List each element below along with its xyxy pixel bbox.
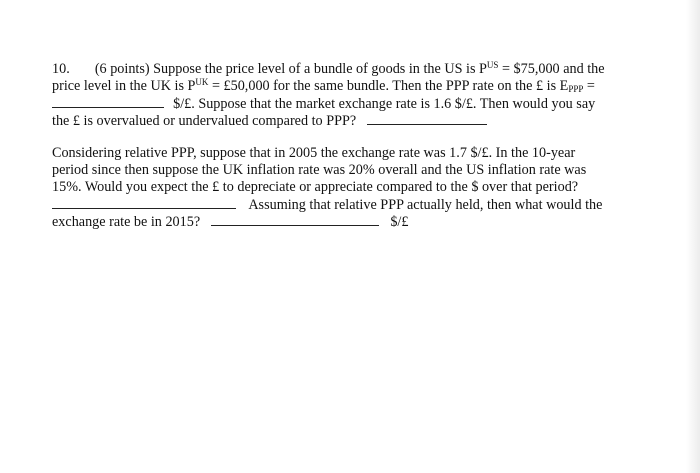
ppp-subscript: PPP <box>568 84 584 94</box>
question-10 <box>52 61 612 129</box>
q10-text-2: price level in the UK is P <box>52 78 196 94</box>
q10-text-1-end: = $75,000 and the <box>498 61 605 77</box>
q10-text-2-mid: = £50,000 for the same bundle. Then the PPP rate on the £ is E <box>208 78 569 94</box>
us-superscript: US <box>486 60 499 70</box>
q-rel-text-4: Assuming that relative PPP actually held, then what would the <box>248 197 603 213</box>
q10-line-4 <box>52 112 612 129</box>
q-rel-line-3: 15%. Would you expect the £ to depreciate or appreciate compared to the $ over that period? <box>52 179 579 195</box>
unit-label: $/£ <box>390 214 409 230</box>
ppp-rate-answer-blank[interactable] <box>52 95 164 108</box>
q10-text-3: $/£. Suppose that the market exchange rate is 1.6 $/£. Then would you say <box>173 96 596 112</box>
q10-line-1 <box>52 61 612 78</box>
q10-line-3 <box>52 95 612 112</box>
q-rel-text-5: exchange rate be in 2015? <box>52 214 201 230</box>
q10-text-4: the £ is overvalued or undervalued compared to PPP? <box>52 113 357 129</box>
page-shadow <box>686 0 700 473</box>
q10-text-2-end: = <box>583 78 595 94</box>
q10-text-1: Suppose the price level of a bundle of goods in the US is P <box>153 61 487 77</box>
q10-line-2 <box>52 78 612 95</box>
q-rel-line-5 <box>52 213 612 230</box>
q-rel-line-2: period since then suppose the UK inflation rate was 20% overall and the US inflation rate was <box>52 162 587 178</box>
uk-superscript: UK <box>195 77 209 87</box>
q-rel-line-4 <box>52 196 612 213</box>
valuation-answer-blank[interactable] <box>367 112 487 125</box>
exchange-rate-2015-answer-blank[interactable] <box>211 213 379 226</box>
depreciate-appreciate-answer-blank[interactable] <box>52 196 236 209</box>
points-label: (6 points) <box>94 61 150 77</box>
q-rel-line-1: Considering relative PPP, suppose that in 2005 the exchange rate was 1.7 $/£. In the 10-year <box>52 145 576 161</box>
question-relative-ppp <box>52 145 612 230</box>
question-number: 10. <box>52 61 70 77</box>
